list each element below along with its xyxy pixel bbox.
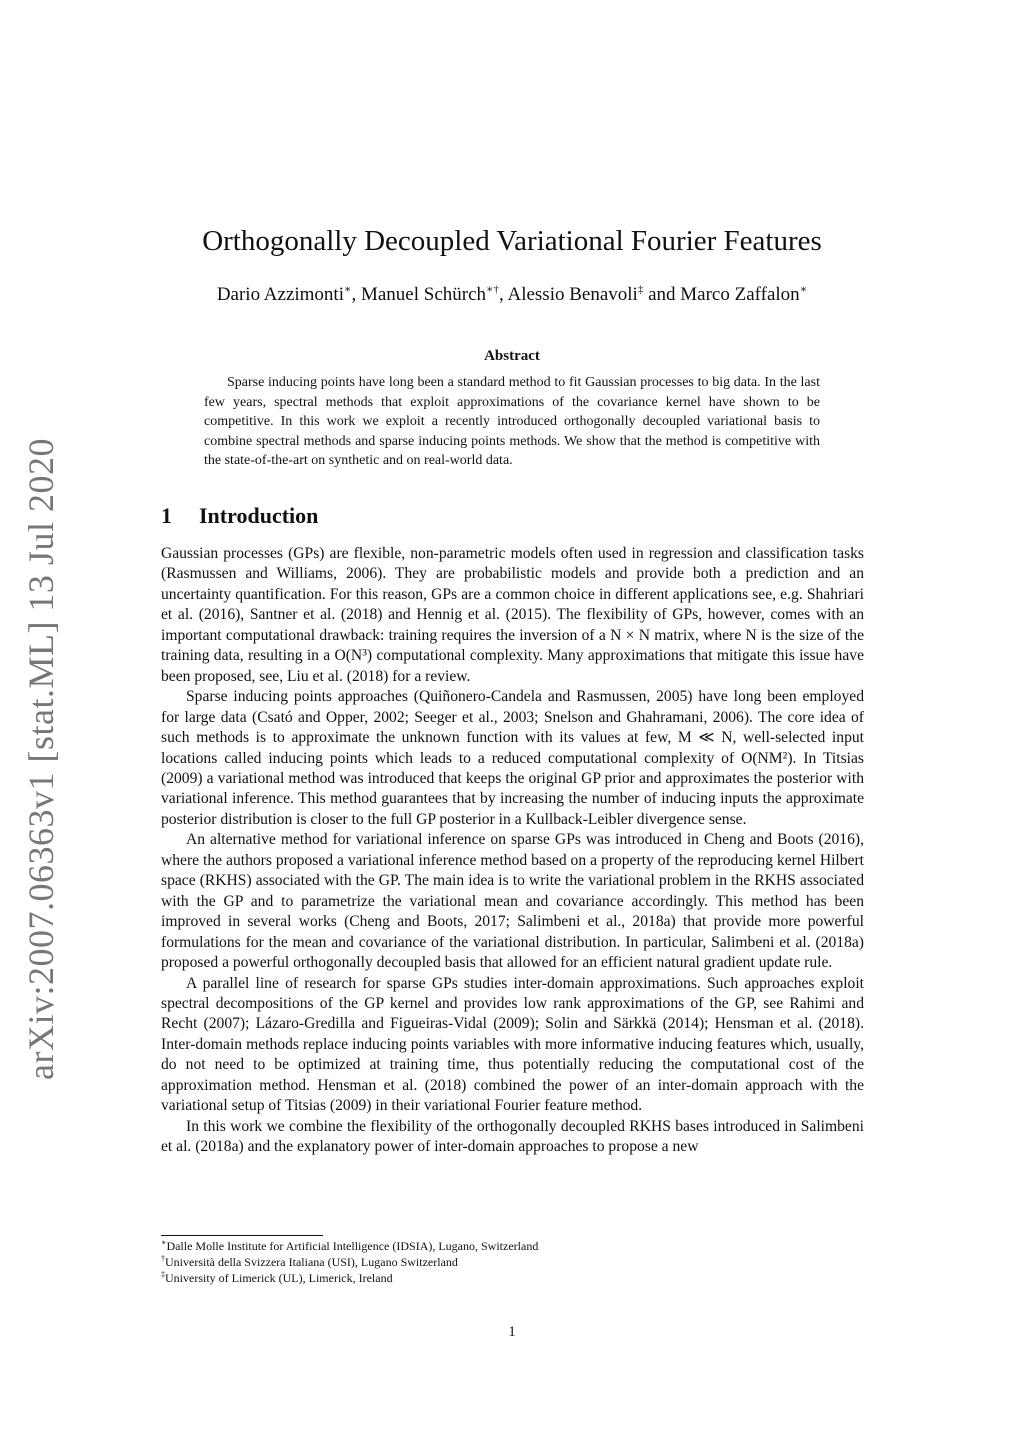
author-affiliation-mark: ∗ <box>344 283 352 296</box>
author-affiliation-mark: ‡ <box>637 283 644 296</box>
footnotes <box>161 1238 864 1286</box>
author-separator: , <box>351 284 361 305</box>
footnote-mark: † <box>161 1254 165 1263</box>
body-paragraph: An alternative method for variational inference on sparse GPs was introduced in Cheng and Boots (2016), where the authors proposed a variational inference method based on a property of the reproducing kernel Hilbert space (RKHS) associated with the GP. The main idea is to write the variational problem in the RKHS associated with the GP and to parametrize the variational mean and covariance accordingly. This method has been improved in several works (Cheng and Boots, 2017; Salimbeni et al., 2018a) that provide more powerful formulations for the mean and covariance of the variational distribution. In particular, Salimbeni et al. (2018a) proposed a powerful orthogonally decoupled basis that allowed for an efficient natural gradient update rule. <box>161 831 864 972</box>
section-number: 1 <box>161 503 172 528</box>
footnote-mark: ‡ <box>161 1270 165 1279</box>
author-list <box>100 282 924 308</box>
footnote <box>161 1270 864 1286</box>
section-title: Introduction <box>199 503 319 528</box>
author-name: Alessio Benavoli <box>507 284 638 305</box>
author-affiliation-mark: ∗ <box>799 283 808 296</box>
footnote-text: University of Limerick (UL), Limerick, Ireland <box>165 1271 393 1285</box>
author-separator: , <box>499 284 508 305</box>
body-paragraph: Gaussian processes (GPs) are flexible, non-parametric models often used in regression and classification tasks (Rasmussen and Williams, 2006). They are probabilistic models and provide both a prediction and an uncertainty quantification. For this reason, GPs are a common choice in different applications see, e.g. Shahriari et al. (2016), Santner et al. (2018) and Hennig et al. (2015). The flexibility of GPs, however, comes with an important computational drawback: training requires the inversion of a N × N matrix, where N is the size of the training data, resulting in a O(N³) computational complexity. Many approximations that mitigate this issue have been proposed, see, Liu et al. (2018) for a review. <box>161 545 864 685</box>
body-paragraph: Sparse inducing points approaches (Quiñonero-Candela and Rasmussen, 2005) have long been employed for large data (Csató and Opper, 2002; Seeger et al., 2003; Snelson and Ghahramani, 2006). The core idea of such methods is to approximate the unknown function with its values at few, M ≪ N, well-selected input locations called inducing points which leads to a reduced computational complexity of O(NM²). In Titsias (2009) a variational method was introduced that keeps the original GP prior and approximates the posterior with variational inference. This method guarantees that by increasing the number of inducing inputs the approximate posterior distribution is closer to the full GP posterior in a Kullback-Leibler divergence sense. <box>161 688 864 828</box>
footnote <box>161 1254 864 1270</box>
abstract-body <box>204 373 820 471</box>
author-separator: and <box>643 284 681 305</box>
author-affiliation-mark: ∗† <box>486 283 500 296</box>
footnote-divider <box>161 1235 323 1236</box>
footnote-mark: ∗ <box>161 1238 167 1247</box>
author-name: Marco Zaffalon <box>680 284 800 305</box>
abstract-heading: Abstract <box>484 348 540 364</box>
author-name: Manuel Schürch <box>360 284 487 305</box>
abstract-text: Sparse inducing points have long been a standard method to fit Gaussian processes to big data. In the last few years, spectral methods that exploit approximations of the covariance kernel have shown to be competitive. In this work we exploit a recently introduced orthogonally decoupled variational basis to combine spectral methods and sparse inducing points methods. We show that the method is competitive with the state-of-the-art on synthetic and on real-world data. <box>204 375 820 469</box>
arxiv-identifier-stamp: arXiv:2007.06363v1 [stat.ML] 13 Jul 2020 <box>21 438 61 1080</box>
section-heading <box>161 501 318 531</box>
footnote-text: Dalle Molle Institute for Artificial Intelligence (IDSIA), Lugano, Switzerland <box>166 1239 539 1253</box>
paper-title: Orthogonally Decoupled Variational Fourier Features <box>202 225 822 257</box>
body-paragraph: A parallel line of research for sparse GPs studies inter-domain approximations. Such approaches exploit spectral decompositions of the GP kernel and provides low rank approximations of the GP, see Rahimi and Recht (2007); Lázaro-Gredilla and Figueiras-Vidal (2009); Solin and Särkkä (2014); Hensman et al. (2018). Inter-domain methods replace inducing points variables with more informative inducing features which, usually, do not need to be optimized at training time, thus potentially reducing the computational cost of the approximation method. Hensman et al. (2018) combined the power of an inter-domain approach with the variational setup of Titsias (2009) in their variational Fourier feature method. <box>161 974 864 1115</box>
introduction-body <box>161 544 864 1158</box>
author-name: Dario Azzimonti <box>216 284 344 305</box>
footnote <box>161 1238 864 1254</box>
body-paragraph: In this work we combine the flexibility of the orthogonally decoupled RKHS bases introduced in Salimbeni et al. (2018a) and the explanatory power of inter-domain approaches to propose a new <box>161 1117 864 1156</box>
footnote-text: Università della Svizzera Italiana (USI), Lugano Switzerland <box>165 1255 458 1269</box>
page-number: 1 <box>508 1324 516 1340</box>
